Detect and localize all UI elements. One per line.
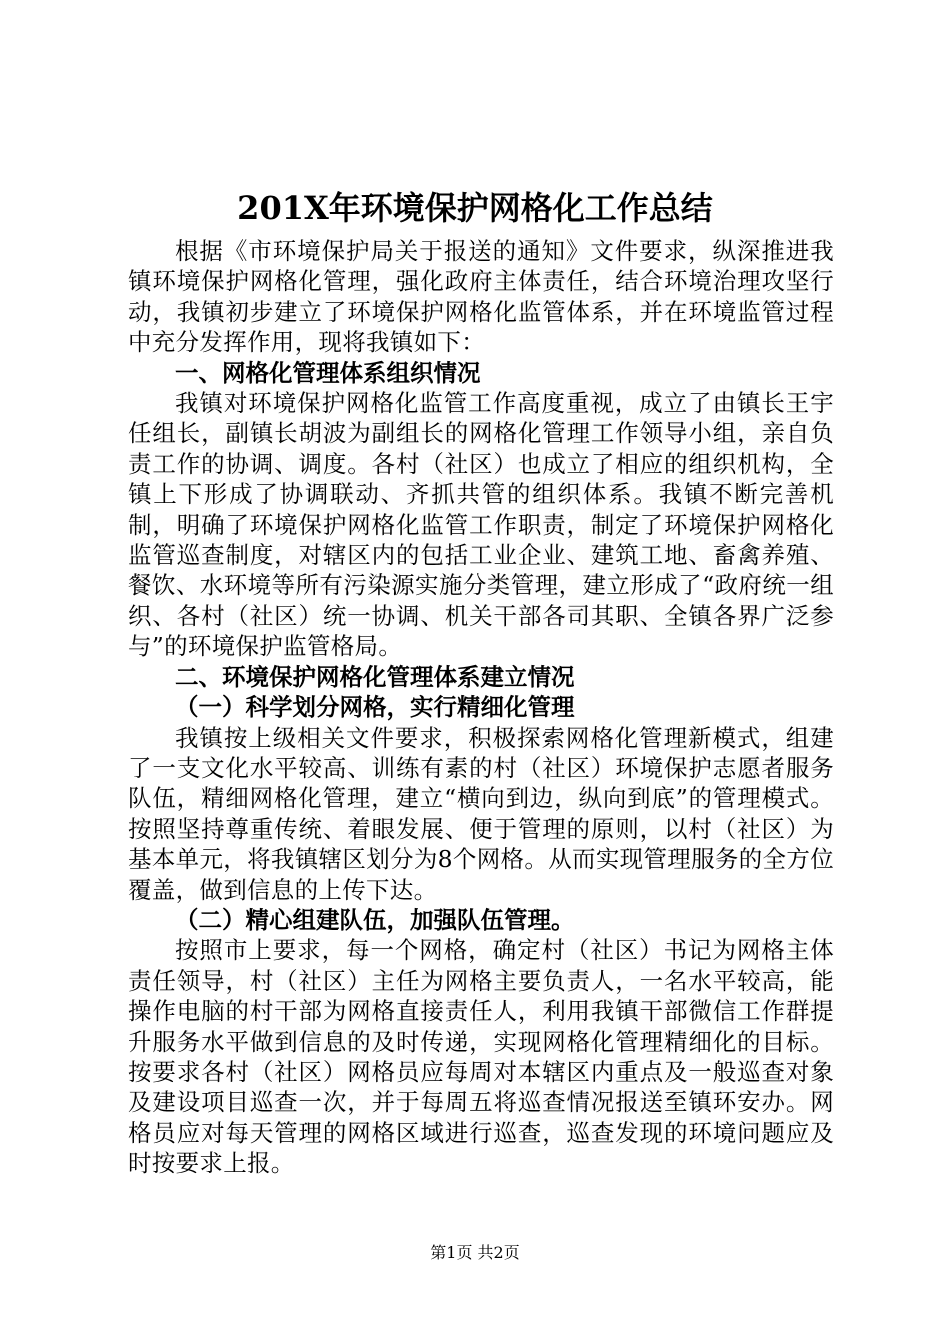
- section-1-heading: 一、网格化管理体系组织情况: [175, 358, 481, 387]
- subsection-1-heading: （一）科学划分网格，实行精细化管理: [175, 693, 575, 722]
- subsection-2-paragraph: 按照市上要求，每一个网格，确定村（社区）书记为网格主体责任领导，村（社区）主任为网格主要负责人，一名水平较高，能操作电脑的村干部为网格直接责任人，利用我镇干部微信工作群提升服务水平做到信息的及时传递，实现网格化管理精细化的目标。按要求各村（社区）网格员应每周对本辖区内重点及一般巡查对象及建设项目巡查一次，并于每周五将巡查情况报送至镇环安办。网格员应对每天管理的网格区域进行巡查，巡查发现的环境问题应及时按要求上报。: [128, 936, 834, 1178]
- document-title: 201X年环境保护网格化工作总结: [237, 189, 713, 227]
- intro-paragraph: 根据《市环境保护局关于报送的通知》文件要求，纵深推进我镇环境保护网格化管理，强化政府主体责任，结合环境治理攻坚行动，我镇初步建立了环境保护网格化监管体系，并在环境监管过程中充分发挥作用，现将我镇如下：: [128, 237, 834, 357]
- subsection-2-heading: （二）精心组建队伍，加强队伍管理。: [175, 905, 575, 934]
- section-1-paragraph: 我镇对环境保护网格化监管工作高度重视，成立了由镇长王宇任组长，副镇长胡波为副组长的网格化管理工作领导小组，亲自负责工作的协调、调度。各村（社区）也成立了相应的组织机构，全镇上下形成了协调联动、齐抓共管的组织体系。我镇不断完善机制，明确了环境保护网格化监管工作职责，制定了环境保护网格化监管巡查制度，对辖区内的包括工业企业、建筑工地、畜禽养殖、餐饮、水环境等所有污染源实施分类管理，建立形成了“政府统一组织、各村（社区）统一协调、机关干部各司其职、全镇各界广泛参与”的环境保护监管格局。: [128, 389, 834, 661]
- page-number-footer: 第1页 共2页: [430, 1243, 520, 1262]
- subsection-1-paragraph: 我镇按上级相关文件要求，积极探索网格化管理新模式，组建了一支文化水平较高、训练有素的村（社区）环境保护志愿者服务队伍，精细网格化管理，建立“横向到边，纵向到底”的管理模式。按照坚持尊重传统、着眼发展、便于管理的原则，以村（社区）为基本单元，将我镇辖区划分为8个网格。从而实现管理服务的全方位覆盖，做到信息的上传下达。: [128, 723, 834, 904]
- section-2-heading: 二、环境保护网格化管理体系建立情况: [175, 662, 575, 691]
- document-body: [128, 236, 834, 1179]
